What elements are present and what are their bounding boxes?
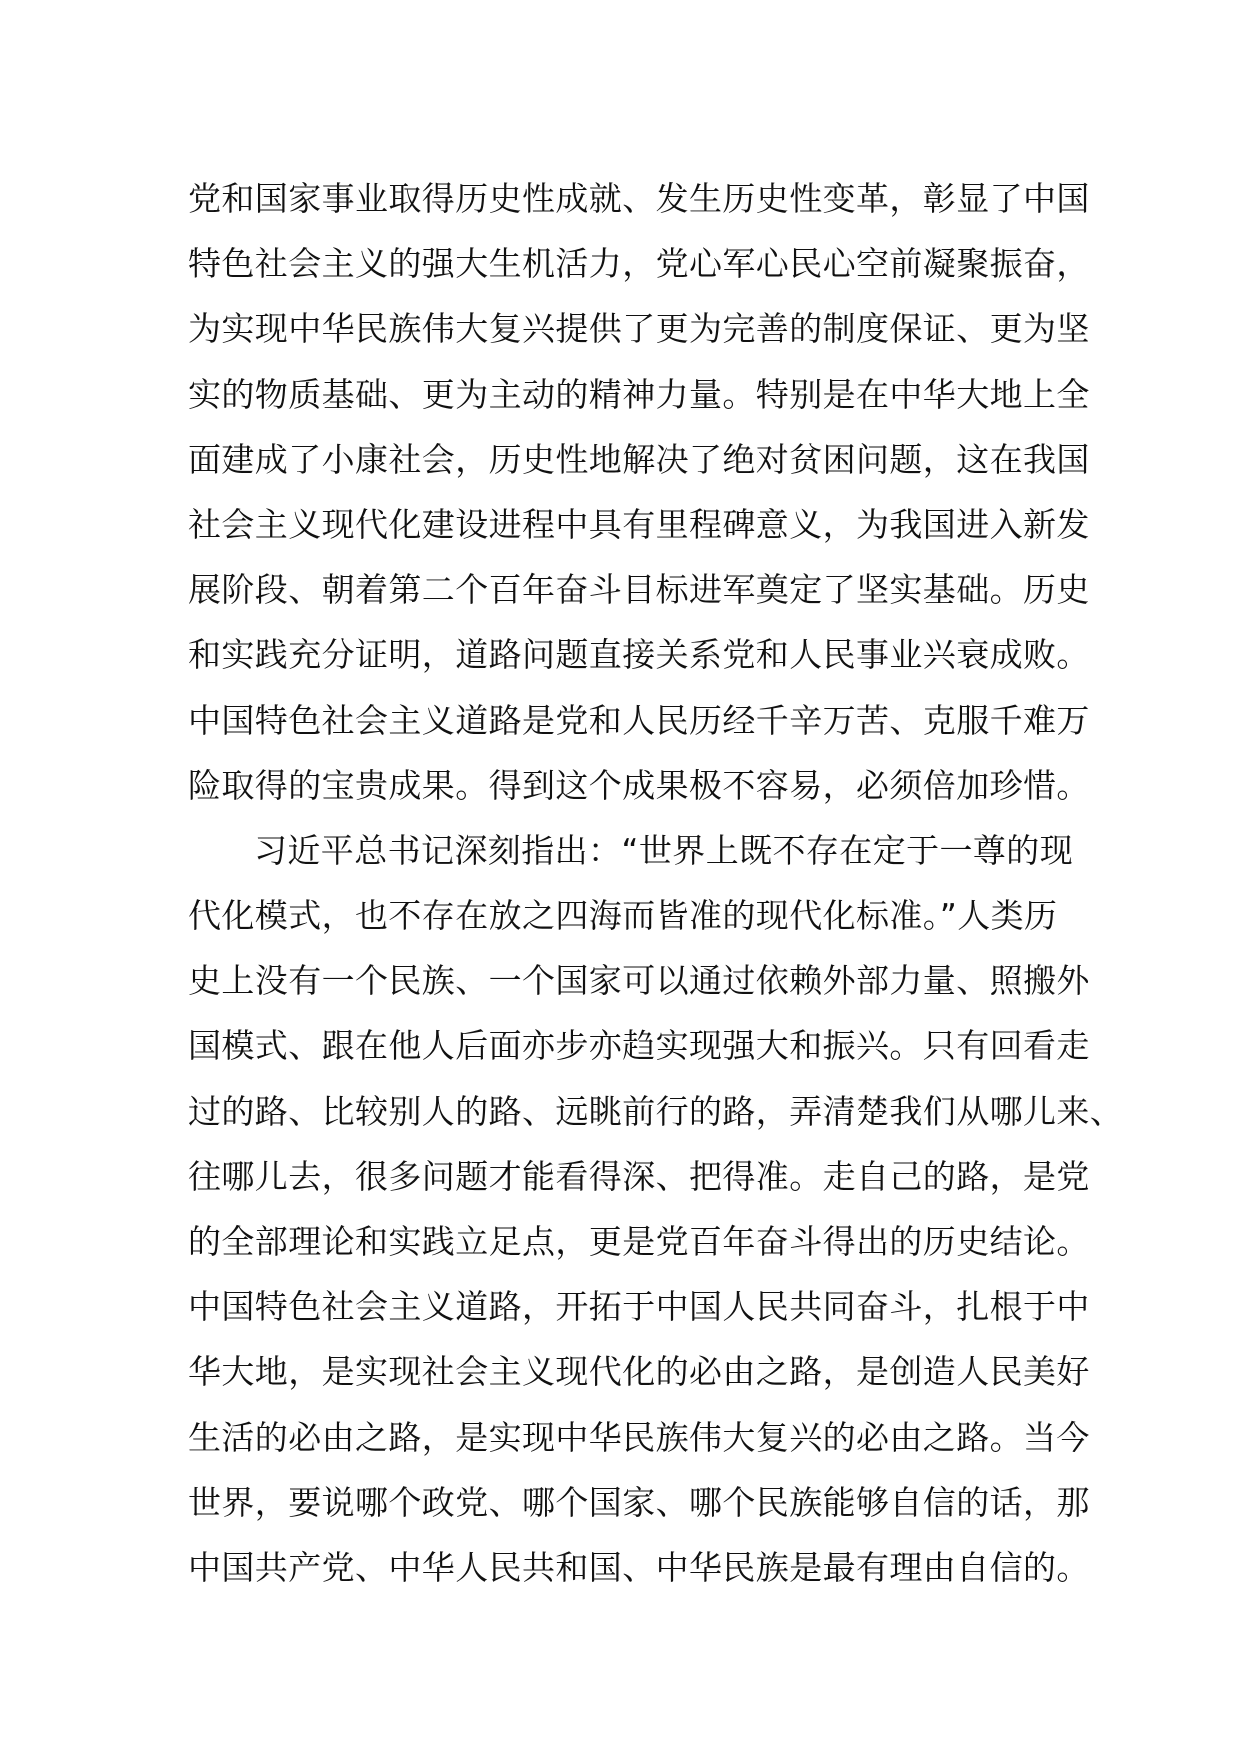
text-line: 往哪儿去，很多问题才能看得深、把得准。走自己的路，是党 [188, 1156, 1090, 1196]
body-text [188, 166, 1124, 1600]
text-line: 党和国家事业取得历史性成就、发生历史性变革，彰显了中国 [188, 179, 1090, 218]
text-line: 为实现中华民族伟大复兴提供了更为完善的制度保证、更为坚 [188, 309, 1090, 349]
text-line: 世界，要说哪个政党、哪个国家、哪个民族能够自信的话，那 [188, 1482, 1090, 1522]
text-line: 华大地，是实现社会主义现代化的必由之路，是创造人民美好 [188, 1352, 1090, 1392]
text-line: 面建成了小康社会，历史性地解决了绝对贫困问题，这在我国 [188, 439, 1090, 479]
text-line: 展阶段、朝着第二个百年奋斗目标进军奠定了坚实基础。历史 [188, 570, 1090, 610]
text-line: 中国特色社会主义道路，开拓于中国人民共同奋斗，扎根于中 [188, 1287, 1090, 1327]
text-line: 过的路、比较别人的路、远眺前行的路，弄清楚我们从哪儿来、 [188, 1091, 1124, 1131]
text-line: 社会主义现代化建设进程中具有里程碑意义，为我国进入新发 [188, 504, 1090, 544]
text-line: 和实践充分证明，道路问题直接关系党和人民事业兴衰成败。 [188, 635, 1090, 675]
text-line: 国模式、跟在他人后面亦步亦趋实现强大和振兴。只有回看走 [188, 1026, 1090, 1066]
text-line: 特色社会主义的强大生机活力，党心军心民心空前凝聚振奋， [188, 244, 1090, 284]
text-line: 中国特色社会主义道路是党和人民历经千辛万苦、克服千难万 [188, 700, 1090, 740]
text-line: 中国共产党、中华人民共和国、中华民族是最有理由自信的。 [188, 1547, 1090, 1587]
text-line: 代化模式，也不存在放之四海而皆准的现代化标准。”人类历 [188, 896, 1058, 936]
text-line: 险取得的宝贵成果。得到这个成果极不容易，必须倍加珍惜。 [188, 765, 1090, 805]
paragraph-start-line: 习近平总书记深刻指出：“世界上既不存在定于一尊的现 [254, 830, 1074, 870]
text-line: 实的物质基础、更为主动的精神力量。特别是在中华大地上全 [188, 374, 1090, 414]
text-line: 史上没有一个民族、一个国家可以通过依赖外部力量、照搬外 [188, 961, 1090, 1001]
text-line: 的全部理论和实践立足点，更是党百年奋斗得出的历史结论。 [188, 1222, 1090, 1261]
text-line: 生活的必由之路，是实现中华民族伟大复兴的必由之路。当今 [188, 1417, 1090, 1457]
